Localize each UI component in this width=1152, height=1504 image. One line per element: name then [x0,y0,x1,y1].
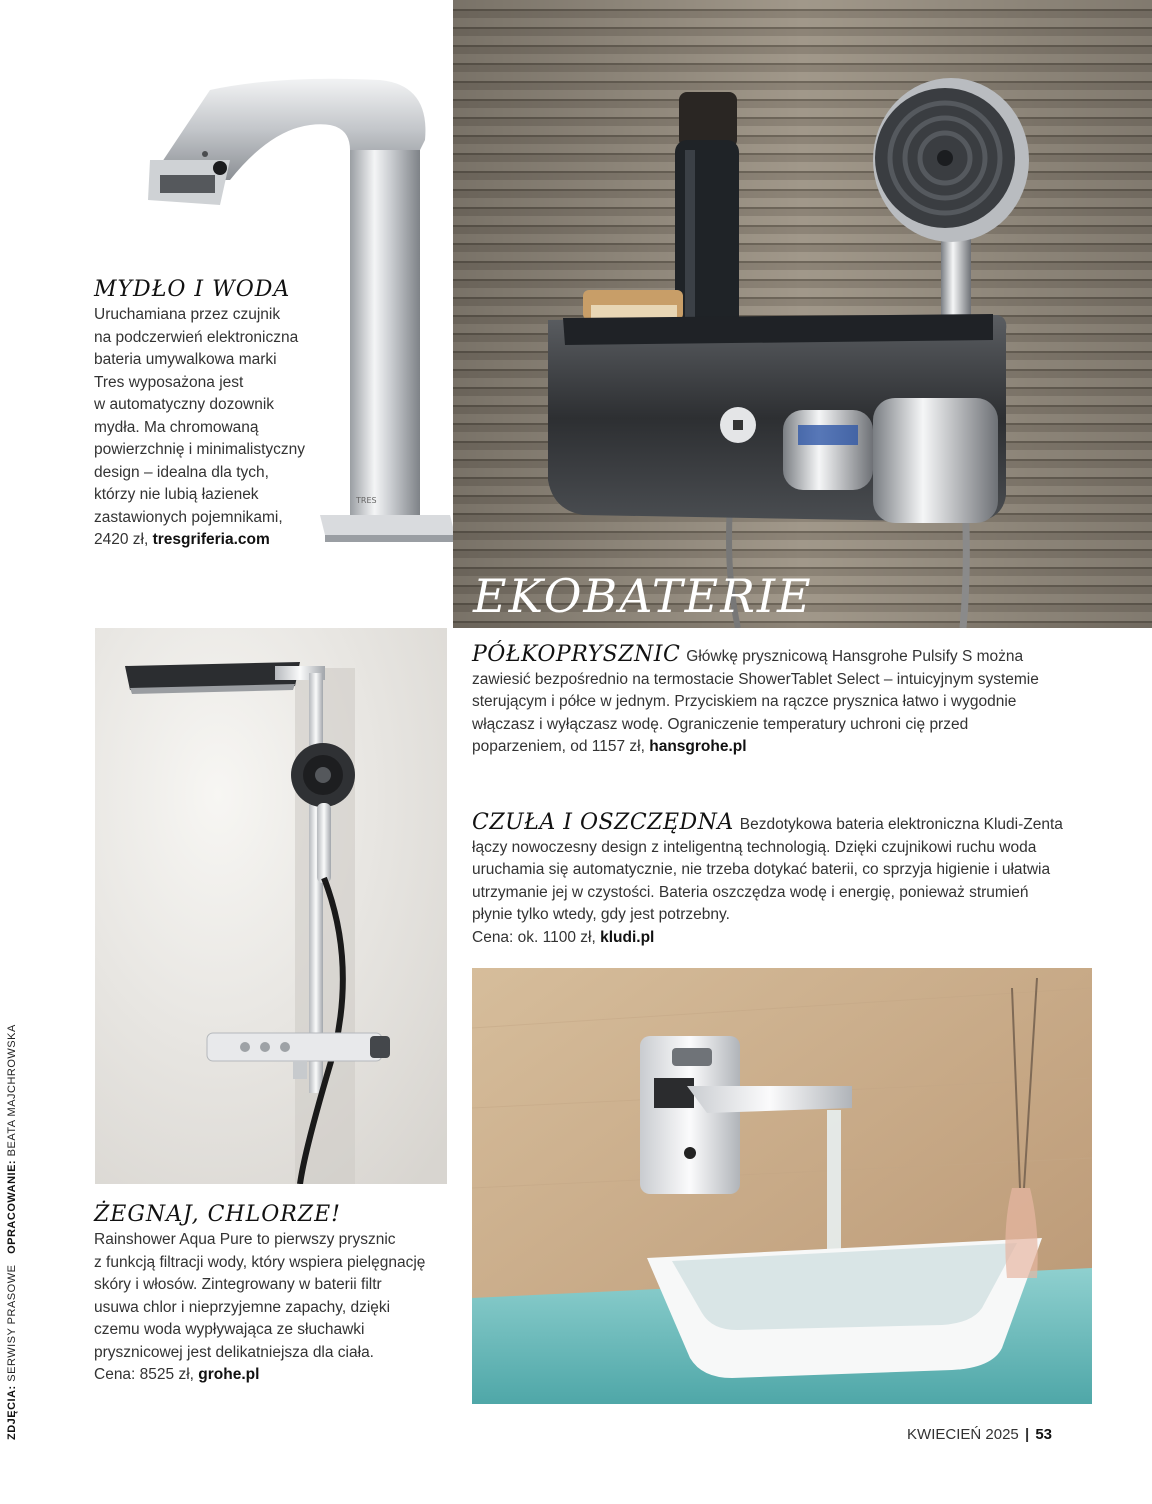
brand-link[interactable]: kludi.pl [600,928,655,946]
tres-logo: TRES [356,496,377,505]
body-line: sterującym i półce w jednym. Przyciskiem na rączce prysznica łatwo i wygodnie [472,693,1017,710]
section-body [472,837,1132,927]
section-body [472,669,1132,737]
body-line: zastawionych pojemnikami, [94,508,283,526]
section-title: PÓŁKOPRYSZNIC [472,642,681,667]
body-line: zawiesić bezpośrednio na termostacie ShowerTablet Select – intuicyjnym systemie [472,670,1039,688]
body-line: Rainshower Aqua Pure to pierwszy prysznic [94,1231,396,1248]
body-line: powierzchnię i minimalistyczny [94,441,306,458]
body-line: płynie tylko wtedy, gdy jest potrzebny. [472,906,730,923]
price: poparzeniem, od 1157 zł, [472,738,645,755]
section-body [94,304,424,529]
hansgrohe-shower-photo [453,0,1152,628]
section-polkoprysznic [472,644,1132,759]
body-line: design – idealna dla tych, [94,463,269,481]
body-line: łączy nowoczesny design z inteligentną technologią. Dzięki czujnikowi ruchu woda [472,838,1037,856]
section-title: MYDŁO I WODA [94,277,291,302]
section-title: CZUŁA I OSZCZĘDNA [472,810,734,835]
brand-link[interactable]: tresgriferia.com [152,531,270,548]
body-line: z funkcją filtracji wody, który wspiera pielęgnację [94,1253,426,1271]
body-line: czemu woda wypływająca ze słuchawki [94,1321,365,1338]
page-footer: KWIECIEŃ 2025 | 53 [907,1426,1052,1443]
section-lead: Bezdotykowa bateria elektroniczna Kludi-Zenta [739,816,1063,833]
kludi-faucet-photo [472,968,1092,1404]
page-number: 53 [1035,1426,1052,1443]
price: Cena: ok. 1100 zł, [472,928,596,946]
section-price-line [472,736,1132,759]
body-line: Uruchamiana przez czujnik [94,306,281,323]
body-line: prysznicowej jest delikatniejsza dla ciała. [94,1343,374,1361]
section-body [94,1229,454,1364]
page-title: EKOBATERIE [473,569,813,623]
edit-value: BEATA MAJCHROWSKA [6,1024,18,1157]
section-first-line [472,644,1132,669]
brand-link[interactable]: hansgrohe.pl [649,738,747,755]
body-line: na podczerwień elektroniczna [94,328,299,346]
photos-label: ZDJĘCIA: [6,1385,18,1440]
brand-link[interactable]: grohe.pl [198,1366,260,1383]
grohe-rainshower-photo [95,628,447,1184]
body-line: włączasz i wyłączasz wodę. Ograniczenie temperatury uchroni cię przed [472,715,969,733]
section-price-line [472,927,1132,950]
body-line: bateria umywalkowa marki [94,351,277,368]
section-czula-i-oszczedna [472,812,1132,949]
issue-date: KWIECIEŃ 2025 [907,1426,1019,1443]
body-line: usuwa chlor i nieprzyjemne zapachy, dzięki [94,1298,391,1316]
photo-credits [6,1024,18,1440]
section-first-line [472,812,1132,837]
section-lead: Główkę prysznicową Hansgrohe Pulsify S można [686,648,1024,665]
photos-value: SERWISY PRASOWE [6,1264,18,1382]
body-line: mydła. Ma chromowaną [94,418,259,436]
price: Cena: 8525 zł, [94,1366,194,1383]
section-zegnaj-chlorze [94,1202,454,1387]
section-mydlo-i-woda [94,277,424,552]
price: 2420 zł, [94,531,149,548]
body-line: w automatyczny dozownik [94,396,275,413]
body-line: uruchamia się automatycznie, nie trzeba dotykać baterii, co sprzyja higienie i ułatwia [472,861,1051,878]
body-line: skóry i włosów. Zintegrowany w baterii filtr [94,1276,382,1293]
edit-label: OPRACOWANIE: [6,1159,18,1254]
body-line: którzy nie lubią łazienek [94,486,259,503]
section-title: ŻEGNAJ, CHLORZE! [94,1202,341,1227]
section-price-line [94,1364,454,1387]
body-line: Tres wyposażona jest [94,373,244,391]
section-price-line [94,529,424,552]
body-line: utrzymanie jej w czystości. Bateria oszczędza wodę i energię, ponieważ strumień [472,883,1029,901]
